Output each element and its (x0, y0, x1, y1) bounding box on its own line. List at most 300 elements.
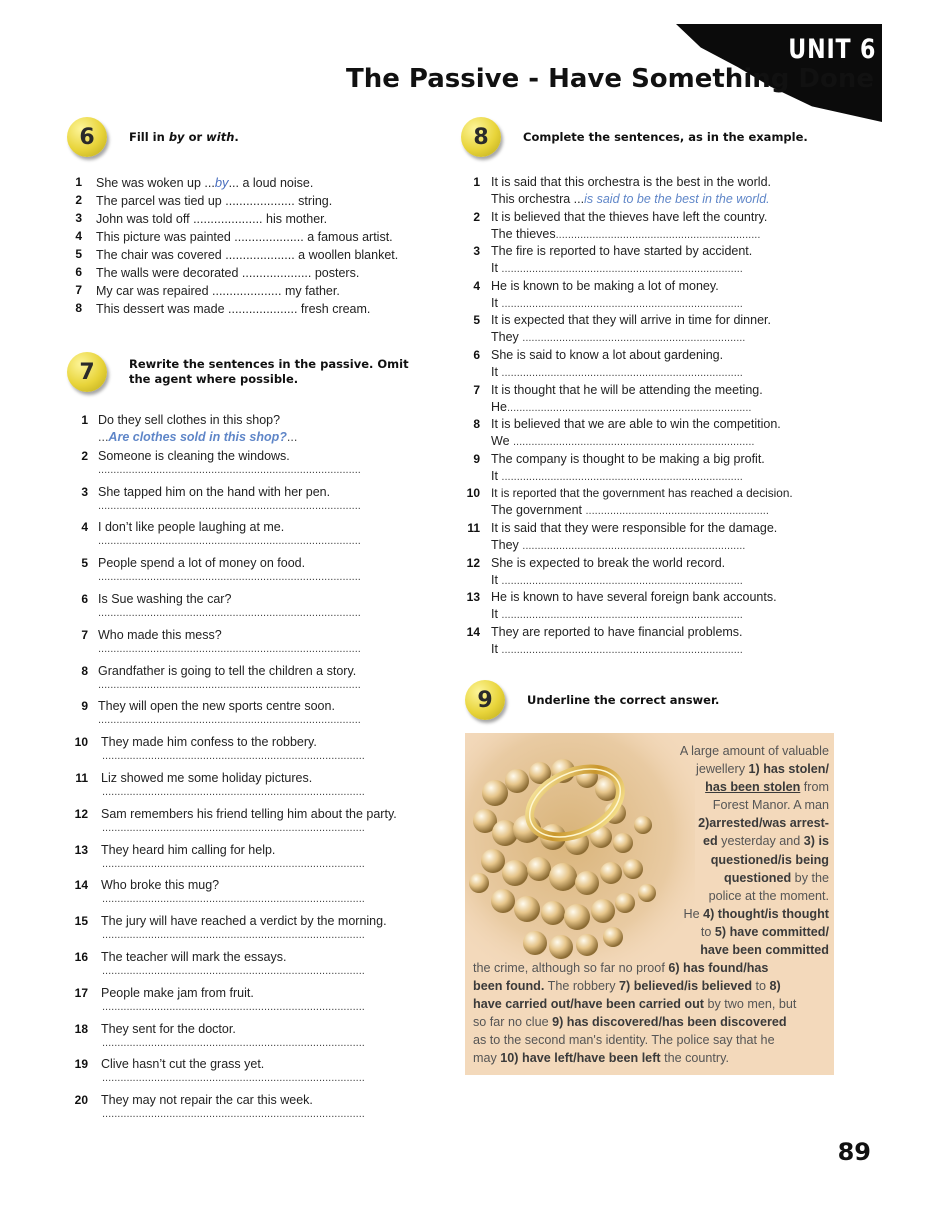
pearl (514, 896, 540, 922)
question-item (62, 449, 447, 483)
answer-line: ...................................................................................... (98, 607, 361, 619)
story-line (657, 814, 829, 832)
item-line (96, 265, 359, 280)
sentence-number: 13 (466, 590, 480, 605)
question-text: Who made this mess? (98, 627, 222, 642)
exercise-9-instruction: Underline the correct answer. (527, 692, 720, 707)
answer-line: ................................................................................ (506, 401, 752, 414)
story-text: yesterday and (717, 834, 804, 849)
sentence-number: 4 (473, 278, 480, 293)
question-item (62, 556, 447, 590)
start-words: He (491, 399, 507, 414)
item-number: 1 (75, 175, 82, 189)
sentence-number: 6 (473, 348, 480, 362)
sentence-item (456, 383, 846, 417)
sentence-start (491, 192, 770, 206)
sentence-start (491, 573, 743, 587)
story-line (657, 851, 829, 869)
pearl (615, 893, 635, 913)
sentence-number: 1 (473, 175, 480, 189)
question-text: They may not repair the car this week. (101, 1093, 313, 1108)
exercise-9-text-box (465, 733, 834, 1075)
exercise-6-badge: 6 (67, 117, 107, 157)
start-words: It (491, 468, 502, 483)
start-words: It (491, 295, 502, 310)
question-text: The teacher will mark the essays. (101, 950, 287, 964)
answer-option-underlined: has been stolen (705, 780, 801, 795)
pearl (527, 857, 551, 881)
question-item (62, 1057, 447, 1091)
item-prefix: John was told off (96, 212, 194, 226)
answer-option: questioned/is being (710, 852, 829, 867)
pearl (505, 769, 529, 793)
list-item (62, 265, 442, 283)
answer-line: ...................................................................................... (98, 642, 361, 655)
item-number: 3 (75, 211, 82, 225)
answer-line: ............................................................................... (501, 643, 743, 656)
sentence-start (491, 469, 743, 483)
question-item (62, 699, 447, 733)
answer-option: 3) is (803, 834, 829, 849)
question-text: Liz showed me some holiday pictures. (101, 771, 313, 785)
page-title: The Passive - Have Something Done (345, 64, 874, 94)
pearl (523, 931, 547, 955)
question-text: Grandfather is going to tell the children a story. (98, 663, 357, 678)
answer-line: ...................................................................................... (98, 499, 361, 512)
sentence-number: 10 (466, 486, 480, 501)
sentence-text: He is known to be making a lot of money. (491, 278, 719, 293)
story-line (657, 923, 829, 941)
item-suffix: .................... a famous artist. (234, 230, 393, 244)
sentence-item (456, 210, 846, 244)
answer-line: ............................................................................... (513, 436, 755, 449)
answer-option: 9) has discovered/has been discovered (552, 1015, 787, 1030)
exercise-9-badge: 9 (465, 680, 505, 720)
story-text: A large amount of valuable (679, 744, 829, 758)
answer-option: 4) thought/is thought (703, 906, 829, 921)
start-words: It (491, 607, 502, 622)
sentence-text: He is known to have several foreign bank accounts. (491, 590, 777, 605)
question-number: 10 (74, 735, 88, 750)
example-answer: ...Are clothes sold in this shop?... (98, 430, 298, 444)
start-words: It (491, 572, 502, 587)
answer-line: ...................................................................................... (102, 1108, 365, 1121)
sentence-number: 7 (473, 382, 480, 397)
item-number: 6 (75, 265, 82, 279)
answer-line: ............................................................................... (501, 367, 743, 379)
answer-line: ............................................................................... (501, 574, 743, 587)
story-line (473, 1013, 833, 1031)
item-line (96, 283, 340, 298)
item-prefix: This picture was painted (96, 230, 235, 244)
exercise-6-header (67, 117, 239, 157)
answer-option: been found. (473, 979, 545, 994)
sentence-text: It is believed that the thieves have left the country. (491, 209, 768, 224)
story-text: from (800, 780, 829, 795)
question-item (62, 628, 447, 662)
item-prefix: She was woken up ... (96, 176, 215, 190)
item-number: 8 (75, 301, 82, 315)
question-number: 9 (81, 699, 88, 714)
item-line (96, 193, 332, 208)
question-number: 20 (74, 1093, 88, 1108)
question-text: They sent for the doctor. (101, 1021, 236, 1036)
start-words: It (491, 261, 502, 276)
question-number: 5 (81, 556, 88, 571)
pearl (600, 862, 622, 884)
story-text: by the (791, 870, 829, 885)
list-item (62, 229, 442, 247)
question-item (62, 413, 447, 447)
answer-line: ...................................................................................... (102, 857, 365, 870)
question-item (62, 878, 447, 912)
item-suffix: .................... fresh cream. (228, 302, 371, 316)
answer-line: ...................................................................................... (102, 929, 365, 942)
item-prefix: This dessert was made (96, 302, 228, 316)
pearl (549, 935, 573, 959)
answer-line: ............................................................ (585, 505, 769, 518)
story-line (657, 778, 829, 796)
sentence-text: It is thought that he will be attending the meeting. (491, 382, 763, 397)
sentence-item (456, 175, 846, 209)
question-text: She tapped him on the hand with her pen. (98, 484, 331, 499)
pearl (575, 871, 599, 895)
sentence-start (491, 296, 743, 310)
answer-option: 1) has stolen/ (748, 762, 829, 777)
item-line (96, 247, 398, 262)
sentence-item (456, 590, 846, 624)
story-text: to (752, 979, 770, 994)
story-text: Forest Manor. A man (712, 798, 829, 813)
item-prefix: The walls were decorated (96, 266, 242, 280)
pearl (603, 927, 623, 947)
answer-option: 5) have committed/ (714, 924, 829, 939)
exercise-8-header (461, 117, 808, 157)
sentence-start (491, 261, 743, 275)
question-text: Clive hasn’t cut the grass yet. (101, 1057, 265, 1072)
question-text: Who broke this mug? (101, 878, 220, 893)
question-text: Sam remembers his friend telling him about the party. (101, 806, 397, 821)
answer-line: ...................................................................................... (102, 965, 365, 977)
question-item (62, 1093, 447, 1127)
pearl (613, 833, 633, 853)
item-answer: by (214, 175, 229, 190)
exercise-9-header (465, 680, 719, 720)
question-item (62, 520, 447, 554)
sentence-start (491, 434, 754, 448)
item-suffix: ... a loud noise. (228, 176, 314, 190)
answer-line: ...................................................................................... (98, 535, 361, 548)
sentence-number: 8 (473, 417, 480, 432)
sentence-item (456, 417, 846, 451)
pearl (564, 904, 590, 930)
sentence-start (491, 642, 743, 656)
sentence-item (456, 486, 846, 520)
story-line (657, 905, 829, 923)
story-line (657, 742, 829, 760)
question-text: I don’t like people laughing at me. (98, 520, 285, 535)
exercise-7-header (67, 352, 409, 392)
sentence-start (491, 400, 751, 414)
pearl (491, 889, 515, 913)
pearl (481, 849, 505, 873)
question-text: People make jam from fruit. (101, 985, 254, 1000)
question-number: 8 (81, 663, 88, 678)
question-text: Someone is cleaning the windows. (98, 448, 290, 463)
item-number: 2 (75, 193, 82, 207)
sentence-text: The company is thought to be making a big profit. (491, 451, 765, 466)
story-line (473, 1049, 833, 1067)
question-item (62, 1022, 447, 1056)
answer-line: ...................................................................................... (102, 893, 365, 906)
question-text: They heard him calling for help. (101, 842, 276, 857)
answer-line: ...................................................................................... (98, 678, 361, 691)
sentence-number: 5 (473, 313, 480, 328)
question-text: People spend a lot of money on food. (98, 556, 306, 571)
question-item (62, 592, 447, 626)
start-words: They (491, 538, 523, 552)
answer-option: 7) believed/is believed (619, 979, 753, 994)
item-line (96, 175, 313, 190)
exercise-6-instruction: Fill in by or with. (129, 129, 239, 144)
story-text: to (700, 924, 715, 939)
story-text: jewellery (696, 762, 749, 777)
question-number: 1 (81, 413, 88, 427)
list-item (62, 301, 442, 319)
story-text: may (473, 1051, 501, 1066)
exercise-6-list (62, 175, 442, 319)
sentence-number: 3 (473, 244, 480, 259)
sentence-text: It is believed that we are able to win the competition. (491, 417, 781, 432)
start-words: It (491, 365, 502, 379)
question-item (62, 485, 447, 519)
answer-line: ...................................................................................... (98, 714, 361, 727)
item-suffix: .................... his mother. (193, 212, 328, 226)
item-suffix: .................... a woollen blanket. (225, 248, 399, 262)
pearl (634, 816, 652, 834)
answer-option: ed (702, 834, 718, 849)
answer-option: 8) (769, 979, 781, 994)
question-item (62, 950, 447, 984)
answer-option: questioned (724, 870, 792, 885)
question-text: Is Sue washing the car? (98, 592, 232, 606)
question-number: 6 (81, 592, 88, 606)
sentence-item (456, 521, 846, 555)
answer-option: 6) has found/has (668, 961, 769, 975)
sentence-text: It is said that they were responsible for the damage. (491, 521, 778, 535)
question-number: 18 (74, 1021, 88, 1036)
sentence-text: They are reported to have financial problems. (491, 624, 743, 639)
story-text: by two men, but (703, 997, 797, 1012)
story-text: the crime, although so far no proof (473, 961, 669, 975)
list-item (62, 193, 442, 211)
question-item (62, 664, 447, 698)
answer-option: have carried out/have been carried out (473, 997, 704, 1012)
start-words: The thieves (491, 226, 556, 241)
question-item (62, 735, 447, 769)
pearl (638, 884, 656, 902)
list-item (62, 175, 442, 193)
sentence-item (456, 313, 846, 347)
question-number: 3 (81, 484, 88, 499)
story-line (657, 941, 829, 959)
start-words: It (491, 641, 502, 656)
item-line (96, 301, 370, 316)
answer-line: ...................................................................................... (102, 821, 365, 834)
pearl (576, 934, 598, 956)
sentence-item (456, 348, 846, 382)
sentence-start (491, 607, 743, 621)
answer-line: ............................................................................... (501, 263, 743, 276)
sentence-text: She is said to know a lot about gardening. (491, 348, 724, 362)
pearl (549, 863, 577, 891)
answer-line: ...................................................................................... (98, 571, 361, 584)
sentence-start (491, 330, 745, 344)
question-number: 14 (74, 878, 88, 893)
exercise-7-badge: 7 (67, 352, 107, 392)
sentence-number: 2 (473, 209, 480, 224)
question-text: They made him confess to the robbery. (101, 735, 317, 750)
answer-line: ...................................................................................... (102, 1036, 365, 1049)
question-number: 17 (74, 985, 88, 1000)
story-line (473, 977, 833, 995)
sentence-item (456, 279, 846, 313)
item-suffix: .................... my father. (212, 284, 340, 298)
sentence-text: The fire is reported to have started by accident. (491, 244, 753, 259)
answer-line: ...................................................................................... (102, 1072, 365, 1085)
item-number: 4 (75, 229, 82, 243)
question-item (62, 807, 447, 841)
answer-line: ......................................................................... (522, 540, 746, 552)
list-item (62, 247, 442, 265)
story-text: so far no clue (473, 1015, 553, 1030)
question-item (62, 914, 447, 948)
item-prefix: The parcel was tied up (96, 194, 226, 208)
sentence-number: 12 (466, 555, 480, 570)
story-text: police at the moment. (708, 888, 829, 903)
question-number: 4 (81, 520, 88, 535)
question-text: They will open the new sports centre soon. (98, 699, 335, 714)
answer-line: ...................................................................................... (102, 750, 365, 763)
list-item (62, 211, 442, 229)
item-line (96, 211, 327, 226)
exercise-7-instruction: Rewrite the sentences in the passive. Omit the agent where possible. (129, 357, 409, 386)
answer-line: ......................................................................... (522, 332, 746, 345)
sentence-item (456, 625, 846, 659)
answer-line: ...................................................................................... (102, 1000, 365, 1013)
sentence-text: It is said that this orchestra is the best in the world. (491, 175, 771, 189)
story-line (473, 959, 833, 977)
story-line (657, 796, 829, 814)
sentence-start (491, 365, 743, 379)
sentence-text: She is expected to break the world record. (491, 555, 726, 570)
sentence-start (491, 227, 760, 241)
start-words: They (491, 330, 523, 345)
page-number: 89 (837, 1138, 871, 1166)
sentence-item (456, 556, 846, 590)
question-text: The jury will have reached a verdict by the morning. (101, 914, 387, 929)
pearl (541, 901, 565, 925)
story-line (473, 995, 833, 1013)
start-words: We (491, 434, 513, 449)
answer-line: ............................................................................... (501, 470, 743, 483)
story-text-top (657, 742, 829, 959)
answer-line: ...................................................................................... (102, 786, 365, 798)
story-line (473, 1031, 833, 1049)
start-words: The government (491, 503, 586, 518)
item-prefix: My car was repaired (96, 284, 213, 298)
question-number: 2 (81, 448, 88, 463)
exercise-8-badge: 8 (461, 117, 501, 157)
answer-line: ................................................................... (555, 228, 761, 241)
question-number: 7 (81, 627, 88, 642)
story-text: as to the second man's identity. The police say that he (473, 1033, 775, 1048)
exercise-8-instruction: Complete the sentences, as in the example. (523, 129, 808, 144)
answer-line: ...................................................................................... (98, 463, 361, 476)
list-item (62, 283, 442, 301)
item-number: 5 (75, 247, 82, 261)
question-number: 15 (74, 914, 88, 929)
sentence-number: 14 (466, 624, 480, 639)
sentence-item (456, 452, 846, 486)
item-prefix: The chair was covered (96, 248, 226, 262)
example-answer: is said to be the best in the world. (584, 192, 770, 206)
item-number: 7 (75, 283, 82, 297)
story-text: The robbery (544, 979, 620, 994)
pearl (591, 899, 615, 923)
answer-line: ............................................................................... (501, 609, 743, 622)
story-line (657, 887, 829, 905)
unit-label: UNIT 6 (788, 34, 876, 65)
story-text: the country. (660, 1051, 729, 1066)
answer-option: 10) have left/have been left (500, 1051, 661, 1066)
sentence-number: 9 (473, 451, 480, 466)
answer-line: ............................................................................... (501, 297, 743, 310)
pearl (482, 780, 508, 806)
question-item (62, 986, 447, 1020)
question-number: 13 (74, 842, 88, 857)
sentence-start (491, 538, 745, 552)
example-answer-text: Are clothes sold in this shop? (108, 430, 287, 444)
start-words: This orchestra ... (491, 192, 585, 206)
pearl (469, 873, 489, 893)
pearl (623, 859, 643, 879)
item-suffix: .................... posters. (241, 266, 360, 280)
question-number: 19 (74, 1057, 88, 1072)
question-number: 12 (74, 806, 88, 821)
sentence-item (456, 244, 846, 278)
pearl (502, 860, 528, 886)
answer-option: 2)arrested/was arrest- (698, 816, 829, 831)
sentence-start (491, 503, 769, 517)
answer-option: have been committed (700, 943, 829, 958)
story-text: He (683, 906, 704, 921)
story-line (657, 832, 829, 850)
sentence-text: It is expected that they will arrive in time for dinner. (491, 313, 771, 328)
question-text: Do they sell clothes in this shop? (98, 413, 281, 427)
story-line (657, 869, 829, 887)
sentence-text: It is reported that the government has reached a decision. (491, 486, 793, 501)
item-suffix: .................... string. (225, 194, 333, 208)
sentence-number: 11 (467, 521, 480, 535)
question-item (62, 843, 447, 877)
story-text-bottom (473, 959, 833, 1068)
question-number: 16 (74, 950, 88, 964)
item-line (96, 229, 393, 244)
question-number: 11 (75, 771, 88, 785)
story-line (657, 760, 829, 778)
question-item (62, 771, 447, 805)
